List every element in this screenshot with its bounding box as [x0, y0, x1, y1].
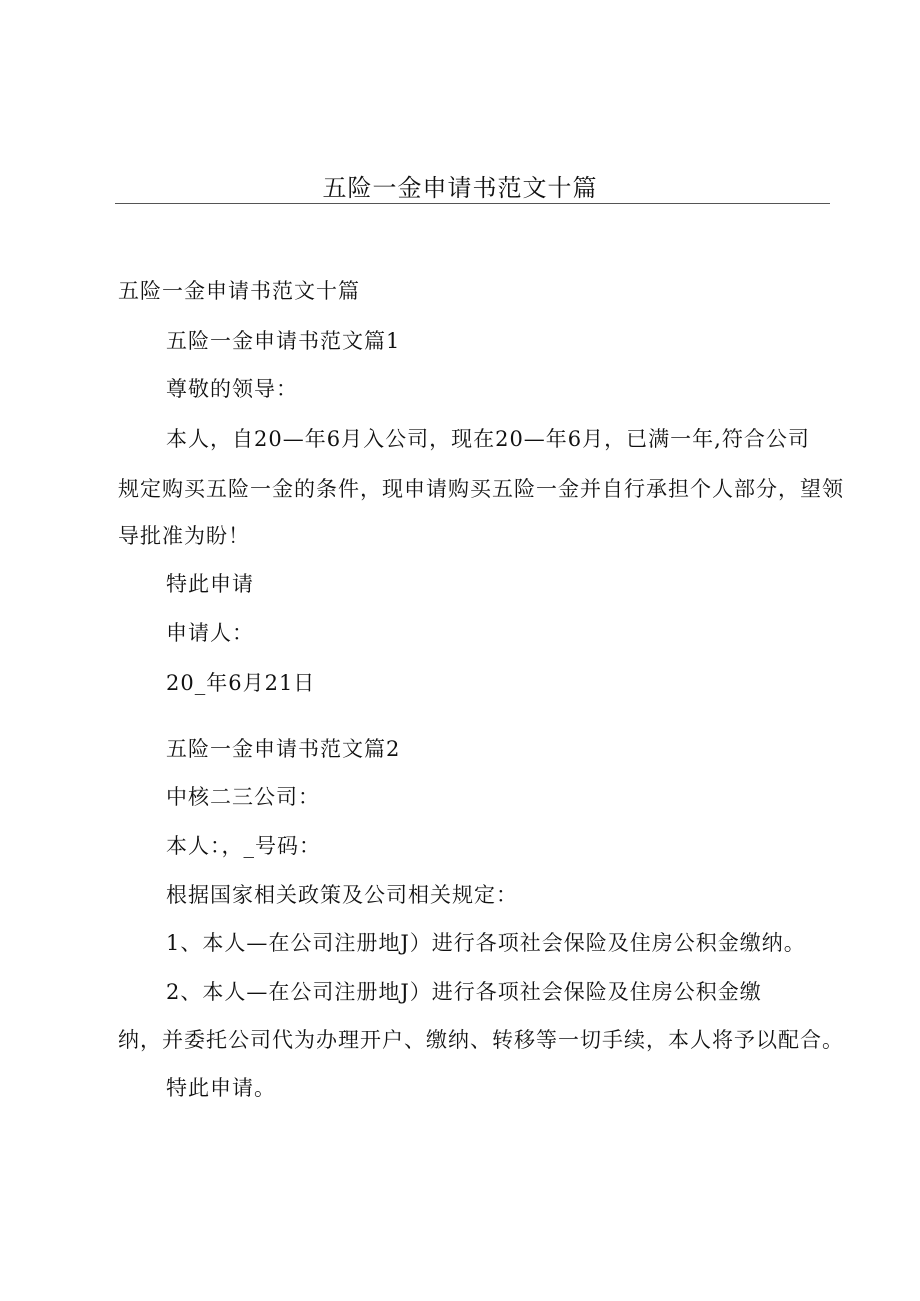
- section1-applicant: 申请人：: [166, 621, 254, 645]
- section2-id-line: 本人：，_号码：: [166, 834, 321, 858]
- section2-heading: 五险一金申请书范文篇2: [166, 737, 401, 761]
- section1-closing: 特此申请: [166, 572, 254, 596]
- section2-item2-line2: 纳，并委托公司代为办理开户、缴纳、转移等一切手续，本人将予以配合。: [118, 1028, 844, 1052]
- section1-salutation: 尊敬的领导：: [166, 377, 298, 401]
- section2-item1: 1、本人—在公司注册地J）进行各项社会保险及住房公积金缴纳。: [166, 931, 806, 955]
- section2-addressee: 中核二三公司：: [166, 785, 320, 809]
- section1-heading: 五险一金申请书范文篇1: [166, 329, 401, 353]
- section2-closing: 特此申请。: [166, 1076, 276, 1100]
- section1-body-line3: 导批准为盼！: [118, 524, 250, 548]
- page-title: 五险一金申请书范文十篇: [322, 174, 598, 202]
- section2-item2-line1: 2、本人—在公司注册地J）进行各项社会保险及住房公积金缴: [166, 980, 762, 1004]
- section1-date: 20_年6月21日: [166, 671, 316, 695]
- section2-basis: 根据国家相关政策及公司相关规定：: [166, 883, 518, 907]
- section1-body-line1: 本人，自20—年6月入公司，现在20—年6月，已满一年,符合公司: [166, 427, 810, 451]
- document-subtitle: 五险一金申请书范文十篇: [118, 279, 360, 303]
- title-divider: [115, 203, 830, 204]
- section1-body-line2: 规定购买五险一金的条件，现申请购买五险一金并自行承担个人部分，望领: [118, 477, 844, 501]
